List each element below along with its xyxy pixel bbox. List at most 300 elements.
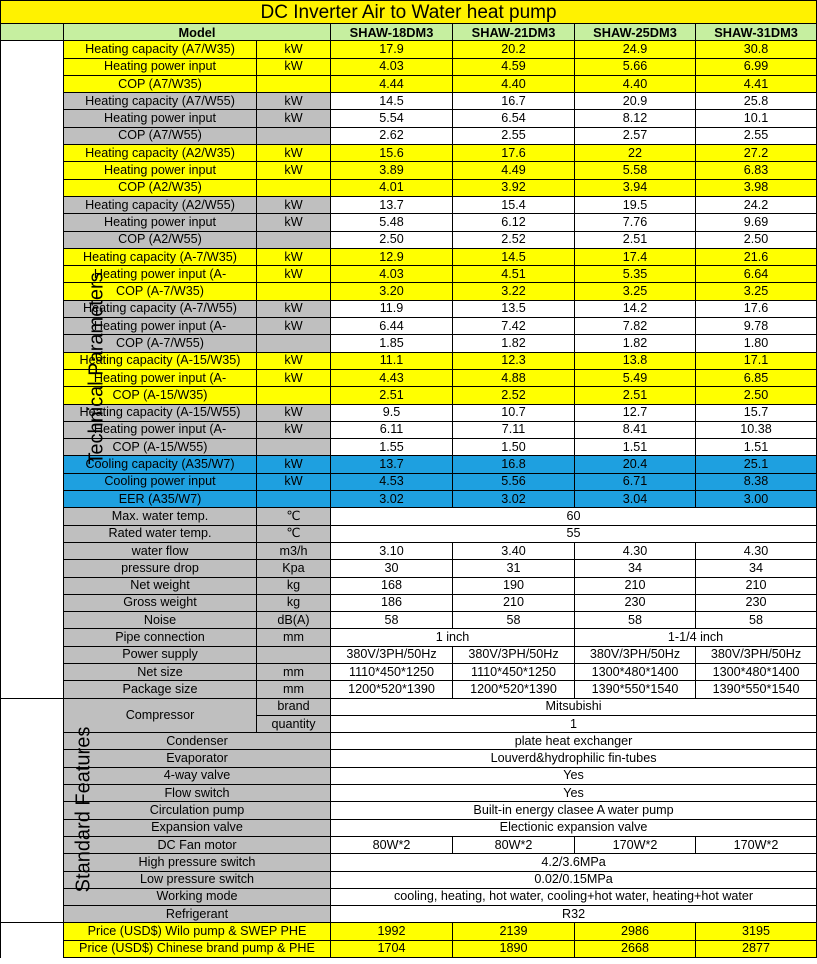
spec-value: 380V/3PH/50Hz <box>331 646 453 663</box>
spec-value: 1390*550*1540 <box>696 681 817 698</box>
spec-row <box>1 577 817 594</box>
param-value: 2.57 <box>575 127 696 144</box>
spec-label: Rated water temp. <box>64 525 257 542</box>
spec-value: 168 <box>331 577 453 594</box>
param-label: COP (A2/W35) <box>64 179 257 196</box>
param-value: 4.40 <box>575 75 696 92</box>
tech-row <box>1 179 817 196</box>
param-value: 4.41 <box>696 75 817 92</box>
param-value: 5.54 <box>331 110 453 127</box>
param-unit <box>257 387 331 404</box>
param-value: 9.5 <box>331 404 453 421</box>
feature-label: Circulation pump <box>64 802 331 819</box>
param-value: 15.4 <box>453 196 575 213</box>
feature-row <box>1 750 817 767</box>
param-unit: kW <box>257 300 331 317</box>
param-value: 20.9 <box>575 93 696 110</box>
param-value: 22 <box>575 145 696 162</box>
tech-row <box>1 369 817 386</box>
spec-value: 230 <box>696 594 817 611</box>
spec-value: 186 <box>331 594 453 611</box>
spec-unit: Kpa <box>257 560 331 577</box>
price-row <box>1 940 817 957</box>
param-unit <box>257 179 331 196</box>
param-label: Heating capacity (A7/W35) <box>64 41 257 58</box>
param-value: 15.6 <box>331 145 453 162</box>
spec-row <box>1 525 817 542</box>
price-value: 3195 <box>696 923 817 940</box>
param-unit <box>257 439 331 456</box>
feature-value: Yes <box>331 767 817 784</box>
param-value: 4.51 <box>453 266 575 283</box>
param-value: 15.7 <box>696 404 817 421</box>
param-label: Heating power input (A- <box>64 318 257 335</box>
spec-label: Pipe connection <box>64 629 257 646</box>
spec-value: 3.10 <box>331 542 453 559</box>
feature-value: Louverd&hydrophilic fin-tubes <box>331 750 817 767</box>
spec-row <box>1 629 817 646</box>
tech-row <box>1 335 817 352</box>
price-value: 2877 <box>696 940 817 957</box>
param-value: 1.51 <box>575 439 696 456</box>
feature-value: 80W*2 <box>453 836 575 853</box>
param-label: Heating power input <box>64 110 257 127</box>
param-value: 16.8 <box>453 456 575 473</box>
spec-value: 34 <box>575 560 696 577</box>
param-unit <box>257 231 331 248</box>
spec-value: 1390*550*1540 <box>575 681 696 698</box>
spec-value: 34 <box>696 560 817 577</box>
param-value: 12.3 <box>453 352 575 369</box>
price-value: 1704 <box>331 940 453 957</box>
section-standard-features <box>1 698 95 923</box>
feature-label: Evaporator <box>64 750 331 767</box>
param-unit: kW <box>257 421 331 438</box>
spec-value: 58 <box>331 612 453 629</box>
param-value: 4.43 <box>331 369 453 386</box>
param-value: 17.6 <box>453 145 575 162</box>
param-value: 25.1 <box>696 456 817 473</box>
compressor-label: Compressor <box>64 698 257 733</box>
param-label: COP (A-7/W35) <box>64 283 257 300</box>
param-value: 19.5 <box>575 196 696 213</box>
section-standard-label: Standard Features <box>72 726 95 893</box>
param-unit: kW <box>257 214 331 231</box>
spec-row <box>1 646 817 663</box>
param-value: 2.50 <box>331 231 453 248</box>
param-value: 2.55 <box>453 127 575 144</box>
spec-unit: kg <box>257 577 331 594</box>
tech-row <box>1 439 817 456</box>
param-value: 10.7 <box>453 404 575 421</box>
param-value: 4.03 <box>331 266 453 283</box>
tech-row <box>1 41 817 58</box>
feature-row <box>1 802 817 819</box>
param-label: Heating power input (A- <box>64 369 257 386</box>
spec-label: pressure drop <box>64 560 257 577</box>
tech-row <box>1 145 817 162</box>
spec-label: Package size <box>64 681 257 698</box>
param-value: 2.51 <box>331 387 453 404</box>
param-value: 11.1 <box>331 352 453 369</box>
tech-row <box>1 127 817 144</box>
compressor-quantity-label: quantity <box>257 715 331 732</box>
feature-label: Condenser <box>64 733 331 750</box>
header-model-3: SHAW-25DM3 <box>575 24 696 41</box>
param-value: 3.92 <box>453 179 575 196</box>
price-value: 2139 <box>453 923 575 940</box>
tech-row <box>1 75 817 92</box>
param-value: 20.4 <box>575 456 696 473</box>
param-label: Cooling power input <box>64 473 257 490</box>
compressor-brand-label: brand <box>257 698 331 715</box>
param-unit: kW <box>257 473 331 490</box>
param-unit: kW <box>257 162 331 179</box>
spec-row <box>1 612 817 629</box>
param-value: 6.44 <box>331 318 453 335</box>
param-value: 6.64 <box>696 266 817 283</box>
spec-value: 190 <box>453 577 575 594</box>
spec-value: 1200*520*1390 <box>331 681 453 698</box>
param-value: 24.9 <box>575 41 696 58</box>
param-label: Heating power input <box>64 214 257 231</box>
feature-value: 4.2/3.6MPa <box>331 854 817 871</box>
tech-row <box>1 231 817 248</box>
spec-unit: ℃ <box>257 525 331 542</box>
param-value: 3.04 <box>575 491 696 508</box>
spec-value: 58 <box>575 612 696 629</box>
feature-value: 80W*2 <box>331 836 453 853</box>
param-value: 8.38 <box>696 473 817 490</box>
header-model-label: Model <box>64 24 331 41</box>
spec-row <box>1 542 817 559</box>
param-unit: kW <box>257 58 331 75</box>
sheet-title: DC Inverter Air to Water heat pump <box>1 1 817 24</box>
tech-row <box>1 248 817 265</box>
tech-row <box>1 352 817 369</box>
feature-row <box>1 733 817 750</box>
param-value: 6.71 <box>575 473 696 490</box>
spec-row <box>1 681 817 698</box>
spec-value: 380V/3PH/50Hz <box>453 646 575 663</box>
spec-value: 30 <box>331 560 453 577</box>
param-label: Heating capacity (A-15/W55) <box>64 404 257 421</box>
feature-row <box>1 906 817 923</box>
param-value: 12.7 <box>575 404 696 421</box>
spec-unit: ℃ <box>257 508 331 525</box>
param-value: 1.80 <box>696 335 817 352</box>
spec-value: 1110*450*1250 <box>453 663 575 680</box>
feature-value: plate heat exchanger <box>331 733 817 750</box>
feature-label: DC Fan motor <box>64 836 331 853</box>
spec-label: water flow <box>64 542 257 559</box>
feature-label: Flow switch <box>64 785 331 802</box>
param-value: 2.52 <box>453 387 575 404</box>
spec-unit <box>257 646 331 663</box>
param-label: Heating capacity (A2/W55) <box>64 196 257 213</box>
feature-label: Low pressure switch <box>64 871 331 888</box>
spec-value: 1110*450*1250 <box>331 663 453 680</box>
spec-value: 210 <box>696 577 817 594</box>
tech-row <box>1 196 817 213</box>
tech-row <box>1 110 817 127</box>
feature-value: R32 <box>331 906 817 923</box>
param-unit <box>257 127 331 144</box>
param-value: 27.2 <box>696 145 817 162</box>
price-row <box>1 923 817 940</box>
param-label: COP (A7/W35) <box>64 75 257 92</box>
header-corner <box>1 24 64 41</box>
param-value: 4.40 <box>453 75 575 92</box>
param-value: 5.48 <box>331 214 453 231</box>
param-unit <box>257 491 331 508</box>
param-value: 7.11 <box>453 421 575 438</box>
param-label: COP (A7/W55) <box>64 127 257 144</box>
feature-row <box>1 767 817 784</box>
spec-label: Net weight <box>64 577 257 594</box>
spec-unit: m3/h <box>257 542 331 559</box>
param-value: 4.53 <box>331 473 453 490</box>
param-label: COP (A-15/W35) <box>64 387 257 404</box>
spec-value: 1200*520*1390 <box>453 681 575 698</box>
tech-row <box>1 473 817 490</box>
feature-value: Built-in energy clasee A water pump <box>331 802 817 819</box>
feature-row <box>1 871 817 888</box>
param-unit: kW <box>257 196 331 213</box>
param-value: 2.50 <box>696 387 817 404</box>
param-value: 3.02 <box>331 491 453 508</box>
param-label: COP (A-7/W55) <box>64 335 257 352</box>
tech-row <box>1 456 817 473</box>
param-label: Heating power input <box>64 162 257 179</box>
param-value: 5.49 <box>575 369 696 386</box>
spec-value: 1-1/4 inch <box>575 629 817 646</box>
feature-value: Electionic expansion valve <box>331 819 817 836</box>
param-value: 7.82 <box>575 318 696 335</box>
param-value: 12.9 <box>331 248 453 265</box>
param-value: 3.22 <box>453 283 575 300</box>
price-side-cell <box>1 940 64 957</box>
spec-label: Net size <box>64 663 257 680</box>
param-value: 2.62 <box>331 127 453 144</box>
param-value: 14.2 <box>575 300 696 317</box>
param-unit <box>257 335 331 352</box>
param-value: 8.41 <box>575 421 696 438</box>
param-value: 2.55 <box>696 127 817 144</box>
param-value: 1.55 <box>331 439 453 456</box>
param-value: 11.9 <box>331 300 453 317</box>
param-value: 5.56 <box>453 473 575 490</box>
param-unit: kW <box>257 93 331 110</box>
compressor-brand-value: Mitsubishi <box>331 698 817 715</box>
tech-row <box>1 162 817 179</box>
param-value: 7.42 <box>453 318 575 335</box>
price-label: Price (USD$) Chinese brand pump & PHE <box>64 940 331 957</box>
param-value: 6.11 <box>331 421 453 438</box>
param-value: 3.89 <box>331 162 453 179</box>
param-value: 1.82 <box>575 335 696 352</box>
spec-value: 230 <box>575 594 696 611</box>
param-value: 6.12 <box>453 214 575 231</box>
param-value: 6.85 <box>696 369 817 386</box>
param-label: COP (A-15/W55) <box>64 439 257 456</box>
param-value: 2.52 <box>453 231 575 248</box>
spec-value: 60 <box>331 508 817 525</box>
param-value: 3.25 <box>575 283 696 300</box>
param-unit: kW <box>257 352 331 369</box>
price-value: 2668 <box>575 940 696 957</box>
header-row <box>1 24 817 41</box>
tech-row <box>1 93 817 110</box>
section-technical-parameters <box>1 41 108 698</box>
param-value: 3.98 <box>696 179 817 196</box>
tech-row <box>1 300 817 317</box>
feature-row <box>1 888 817 905</box>
spec-value: 55 <box>331 525 817 542</box>
param-value: 4.88 <box>453 369 575 386</box>
spec-value: 3.40 <box>453 542 575 559</box>
compressor-quantity-value: 1 <box>331 715 817 732</box>
spec-unit: mm <box>257 629 331 646</box>
spec-value: 1 inch <box>331 629 575 646</box>
spec-unit: mm <box>257 663 331 680</box>
spec-value: 4.30 <box>575 542 696 559</box>
price-value: 2986 <box>575 923 696 940</box>
param-label: Heating power input (A- <box>64 421 257 438</box>
spec-value: 380V/3PH/50Hz <box>575 646 696 663</box>
spec-value: 4.30 <box>696 542 817 559</box>
param-value: 13.8 <box>575 352 696 369</box>
param-value: 4.44 <box>331 75 453 92</box>
param-value: 4.01 <box>331 179 453 196</box>
param-unit: kW <box>257 248 331 265</box>
param-value: 4.49 <box>453 162 575 179</box>
spec-value: 1300*480*1400 <box>575 663 696 680</box>
price-label: Price (USD$) Wilo pump & SWEP PHE <box>64 923 331 940</box>
spec-row <box>1 663 817 680</box>
param-unit <box>257 283 331 300</box>
param-label: Heating power input (A- <box>64 266 257 283</box>
param-label: Heating capacity (A7/W55) <box>64 93 257 110</box>
param-label: COP (A2/W55) <box>64 231 257 248</box>
param-label: Cooling capacity (A35/W7) <box>64 456 257 473</box>
param-value: 7.76 <box>575 214 696 231</box>
price-value: 1992 <box>331 923 453 940</box>
tech-row <box>1 387 817 404</box>
spec-label: Noise <box>64 612 257 629</box>
param-label: Heating capacity (A2/W35) <box>64 145 257 162</box>
compressor-row <box>1 698 817 715</box>
param-value: 6.54 <box>453 110 575 127</box>
param-value: 4.59 <box>453 58 575 75</box>
param-value: 13.7 <box>331 456 453 473</box>
param-value: 14.5 <box>331 93 453 110</box>
feature-label: Expansion valve <box>64 819 331 836</box>
param-value: 9.69 <box>696 214 817 231</box>
param-unit: kW <box>257 145 331 162</box>
param-value: 10.1 <box>696 110 817 127</box>
param-value: 24.2 <box>696 196 817 213</box>
spec-row <box>1 594 817 611</box>
param-unit: kW <box>257 456 331 473</box>
param-value: 1.50 <box>453 439 575 456</box>
param-unit: kW <box>257 110 331 127</box>
param-value: 1.82 <box>453 335 575 352</box>
tech-row <box>1 491 817 508</box>
feature-value: 170W*2 <box>575 836 696 853</box>
header-model-1: SHAW-18DM3 <box>331 24 453 41</box>
param-value: 5.58 <box>575 162 696 179</box>
price-value: 1890 <box>453 940 575 957</box>
param-unit: kW <box>257 369 331 386</box>
spec-unit: dB(A) <box>257 612 331 629</box>
param-value: 21.6 <box>696 248 817 265</box>
param-value: 1.51 <box>696 439 817 456</box>
param-value: 5.35 <box>575 266 696 283</box>
param-value: 6.83 <box>696 162 817 179</box>
param-unit: kW <box>257 404 331 421</box>
spec-unit: kg <box>257 594 331 611</box>
param-value: 16.7 <box>453 93 575 110</box>
param-value: 6.99 <box>696 58 817 75</box>
feature-label: Refrigerant <box>64 906 331 923</box>
spec-value: 58 <box>453 612 575 629</box>
tech-row <box>1 283 817 300</box>
feature-value: 170W*2 <box>696 836 817 853</box>
feature-label: Working mode <box>64 888 331 905</box>
param-value: 3.00 <box>696 491 817 508</box>
spec-value: 380V/3PH/50Hz <box>696 646 817 663</box>
feature-value: 0.02/0.15MPa <box>331 871 817 888</box>
param-value: 3.25 <box>696 283 817 300</box>
param-unit: kW <box>257 266 331 283</box>
param-value: 17.6 <box>696 300 817 317</box>
spec-row <box>1 560 817 577</box>
param-label: Heating capacity (A-15/W35) <box>64 352 257 369</box>
feature-label: 4-way valve <box>64 767 331 784</box>
spec-label: Max. water temp. <box>64 508 257 525</box>
spec-label: Power supply <box>64 646 257 663</box>
header-model-4: SHAW-31DM3 <box>696 24 817 41</box>
param-value: 4.03 <box>331 58 453 75</box>
tech-row <box>1 58 817 75</box>
param-value: 3.94 <box>575 179 696 196</box>
param-label: Heating capacity (A-7/W55) <box>64 300 257 317</box>
tech-row <box>1 421 817 438</box>
param-value: 3.20 <box>331 283 453 300</box>
price-side-cell <box>1 923 64 940</box>
spec-value: 210 <box>575 577 696 594</box>
param-value: 20.2 <box>453 41 575 58</box>
feature-row <box>1 819 817 836</box>
param-value: 14.5 <box>453 248 575 265</box>
feature-value: cooling, heating, hot water, cooling+hot water, heating+hot water <box>331 888 817 905</box>
title-row <box>1 1 817 24</box>
header-model-2: SHAW-21DM3 <box>453 24 575 41</box>
param-value: 10.38 <box>696 421 817 438</box>
param-value: 9.78 <box>696 318 817 335</box>
feature-row <box>1 836 817 853</box>
param-value: 13.5 <box>453 300 575 317</box>
feature-row <box>1 854 817 871</box>
section-technical-label: Technical Parameters <box>85 272 108 465</box>
spec-unit: mm <box>257 681 331 698</box>
param-value: 1.85 <box>331 335 453 352</box>
spec-value: 1300*480*1400 <box>696 663 817 680</box>
param-value: 2.50 <box>696 231 817 248</box>
feature-value: Yes <box>331 785 817 802</box>
param-value: 2.51 <box>575 387 696 404</box>
